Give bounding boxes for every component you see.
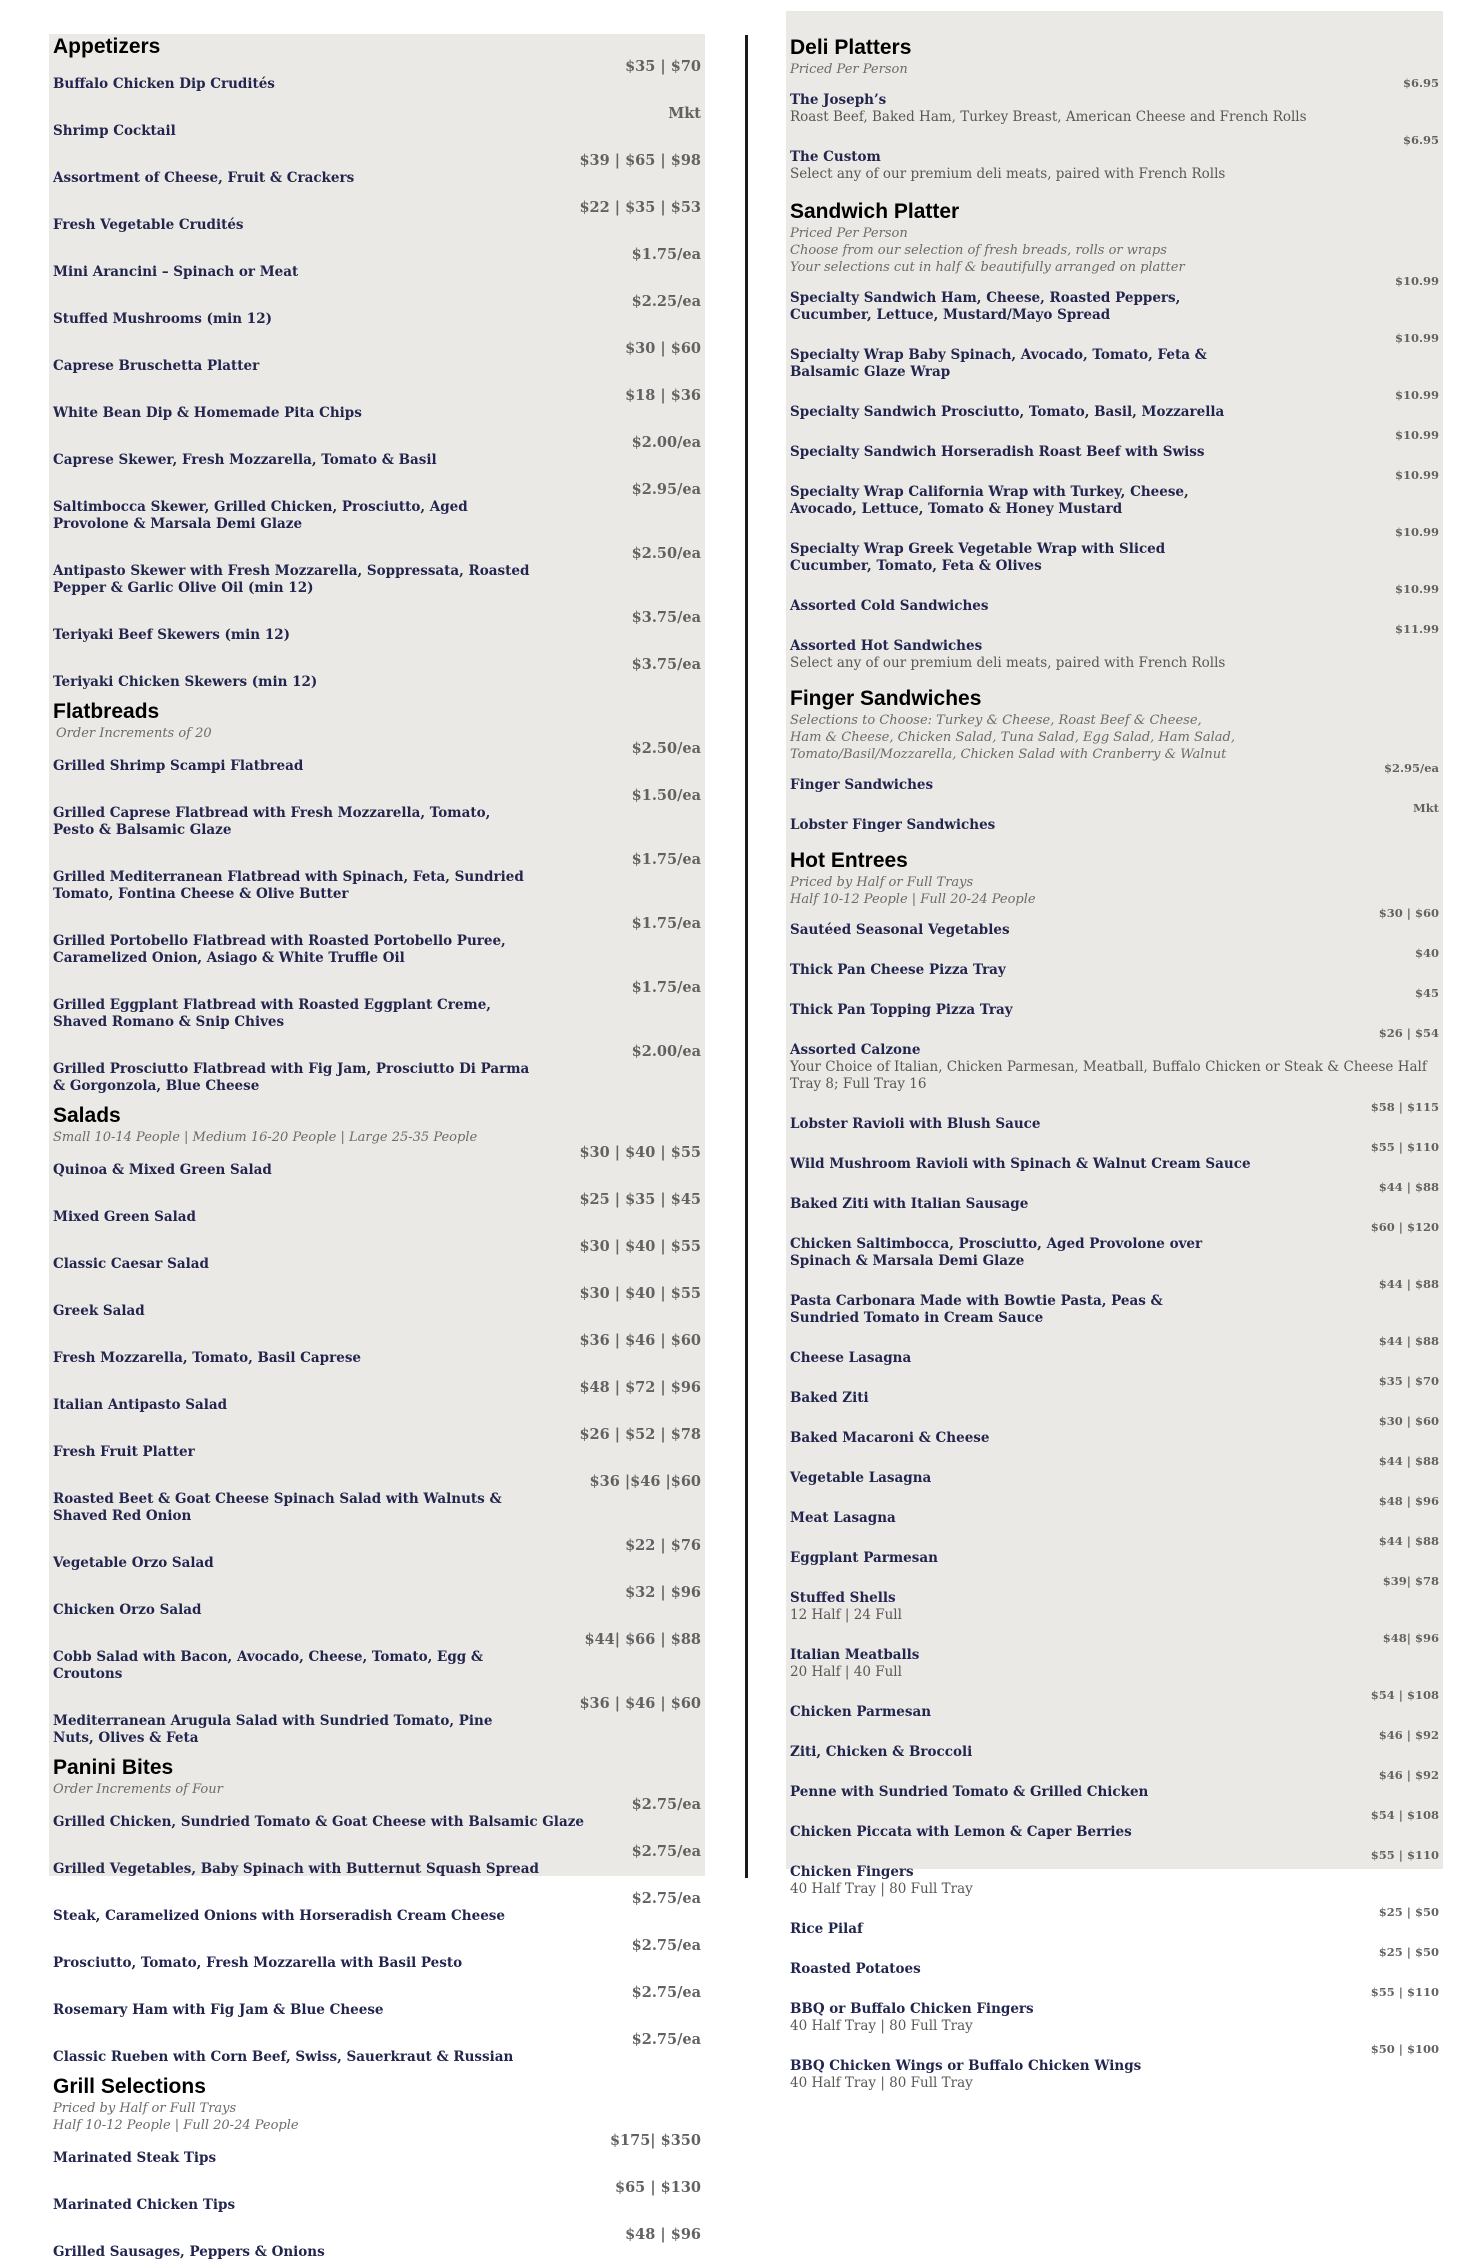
item-name: Rosemary Ham with Fig Jam & Blue Cheese [53,2002,384,2018]
item-price: $1.75/ea [631,979,701,996]
item-price: $10.99 [1394,428,1439,442]
menu-item [790,1494,1440,1527]
menu-section-flatbreads [53,699,702,1095]
item-name: Roasted Beet & Goat Cheese Spinach Salad with Walnuts & Shaved Red Onion [53,1491,502,1524]
item-description: Your Choice of Italian, Chicken Parmesan, Meatball, Buffalo Chicken or Steak & Cheese Half Tray 8; Full Tray 16 [790,1059,1427,1092]
menu-item [53,1843,702,1878]
menu-item [790,1220,1440,1270]
item-name: Grilled Eggplant Flatbread with Roasted Eggplant Creme, Shaved Romano & Snip Chives [53,997,492,1030]
section-subtitle: Ham & Cheese, Chicken Salad, Tuna Salad, Egg Salad, Ham Salad, [790,730,1236,745]
item-price: $6.95 [1402,76,1439,90]
menu-section-hot [790,848,1440,2092]
menu-item [790,761,1440,794]
item-name: Caprese Bruschetta Platter [53,358,260,374]
item-name: Finger Sandwiches [790,777,934,793]
menu-item [790,1574,1440,1624]
item-price: $2.95/ea [631,481,701,498]
item-name: Specialty Wrap Baby Spinach, Avocado, Tomato, Feta & Balsamic Glaze Wrap [790,347,1207,380]
item-description: Roast Beef, Baked Ham, Turkey Breast, American Cheese and French Rolls [790,109,1307,125]
menu-item [53,152,702,187]
section-subtitle: Choose from our selection of fresh breads, rolls or wraps [790,243,1167,258]
item-name: Vegetable Lasagna [790,1470,932,1486]
item-price: $36 | $46 | $60 [579,1332,701,1349]
item-name: Meat Lasagna [790,1510,896,1526]
item-price: $30 | $40 | $55 [579,1144,701,1161]
item-price: $36 | $46 | $60 [579,1695,701,1712]
menu-item [790,946,1440,979]
item-price: $2.75/ea [631,1890,701,1907]
menu-item [790,428,1440,461]
menu-item [53,1631,702,1683]
item-price: $58 | $115 [1370,1100,1439,1114]
item-name: Stuffed Shells [790,1590,896,1606]
menu-section-panini [53,1755,702,2066]
menu-item [53,787,702,839]
item-price: $36 |$46 |$60 [589,1473,701,1490]
item-name: Assortment of Cheese, Fruit & Crackers [53,170,355,186]
section-title: Finger Sandwiches [790,687,982,710]
menu-item [790,1277,1440,1327]
item-name: Grilled Caprese Flatbread with Fresh Mozzarella, Tomato, Pesto & Balsamic Glaze [53,805,491,838]
item-price: $39 | $65 | $98 [579,152,701,169]
item-price: $10.99 [1394,388,1439,402]
item-name: Mini Arancini – Spinach or Meat [53,264,299,280]
menu-item [53,58,702,93]
item-name: Pasta Carbonara Made with Bowtie Pasta, Peas & Sundried Tomato in Cream Sauce [790,1293,1163,1326]
menu-item [790,274,1440,324]
item-price: $48 | $72 | $96 [579,1379,701,1396]
menu-item [790,525,1440,575]
item-description: 20 Half | 40 Full [790,1664,902,1680]
item-price: $175| $350 [609,2132,701,2149]
item-price: $2.25/ea [631,293,701,310]
menu-item [53,199,702,234]
item-name: Caprese Skewer, Fresh Mozzarella, Tomato & Basil [53,452,437,468]
item-name: Steak, Caramelized Onions with Horseradish Cream Cheese [53,1908,505,1924]
item-price: $10.99 [1394,274,1439,288]
item-name: Eggplant Parmesan [790,1550,938,1566]
menu-item [790,1026,1440,1093]
item-price: $3.75/ea [631,609,701,626]
menu-item [790,1945,1440,1978]
right-menu-column [786,11,1443,2091]
item-price: $1.75/ea [631,915,701,932]
item-name: Chicken Orzo Salad [53,1602,202,1618]
menu-item [53,2179,702,2214]
item-price: $2.95/ea [1384,761,1439,775]
item-name: Cobb Salad with Bacon, Avocado, Cheese, Tomato, Egg & Croutons [53,1649,484,1682]
menu-item [53,2132,702,2167]
menu-item [53,246,702,281]
menu-item [790,1100,1440,1133]
item-price: Mkt [1412,801,1439,815]
item-price: $44| $66 | $88 [584,1631,701,1648]
item-price: $35 | $70 [625,58,701,75]
menu-item [53,340,702,375]
menu-item [53,1584,702,1619]
item-price: $1.50/ea [631,787,701,804]
item-name: Roasted Potatoes [790,1961,921,1977]
item-name: Vegetable Orzo Salad [53,1555,214,1571]
menu-item [53,1379,702,1414]
item-name: Specialty Wrap California Wrap with Turkey, Cheese, Avocado, Lettuce, Tomato & Honey Mustard [790,484,1189,517]
menu-item [790,388,1440,421]
section-title: Salads [53,1104,121,1127]
item-price: $25 | $50 [1378,1905,1439,1919]
item-name: Lobster Ravioli with Blush Sauce [790,1116,1041,1132]
item-name: Antipasto Skewer with Fresh Mozzarella, Soppressata, Roasted Pepper & Garlic Olive Oil (min 12) [53,563,530,596]
item-description: Select any of our premium deli meats, paired with French Rolls [790,655,1226,671]
section-subtitle: Order Increments of Four [53,1782,223,1797]
menu-item [790,1985,1440,2035]
item-name: BBQ Chicken Wings or Buffalo Chicken Wings [790,2058,1142,2074]
item-price: $45 [1414,986,1439,1000]
item-name: Mediterranean Arugula Salad with Sundried Tomato, Pine Nuts, Olives & Feta [53,1713,493,1746]
item-price: $22 | $35 | $53 [579,199,701,216]
menu-item [53,656,702,691]
menu-item [53,1332,702,1367]
item-name: Stuffed Mushrooms (min 12) [53,311,272,327]
menu-section-sandwich [790,199,1440,672]
menu-item [53,1695,702,1747]
item-name: Thick Pan Cheese Pizza Tray [790,962,1006,978]
menu-item [790,1728,1440,1761]
menu-item [790,1454,1440,1487]
item-price: $10.99 [1394,331,1439,345]
item-price: $11.99 [1394,622,1439,636]
section-title: Hot Entrees [790,849,908,872]
item-name: Grilled Shrimp Scampi Flatbread [53,758,304,774]
item-price: $1.75/ea [631,246,701,263]
item-name: BBQ or Buffalo Chicken Fingers [790,2001,1034,2017]
item-name: Grilled Prosciutto Flatbread with Fig Jam, Prosciutto Di Parma & Gorgonzola, Blue Cheese [53,1061,530,1094]
item-price: $25 | $50 [1378,1945,1439,1959]
section-title: Appetizers [53,35,161,58]
item-price: $54 | $108 [1370,1688,1439,1702]
item-price: $2.75/ea [631,1796,701,1813]
item-price: $48| $96 [1382,1631,1439,1645]
item-name: Classic Rueben with Corn Beef, Swiss, Sauerkraut & Russian [53,2049,514,2065]
item-name: Chicken Parmesan [790,1704,932,1720]
menu-item [53,2226,702,2261]
item-name: Grilled Portobello Flatbread with Roasted Portobello Puree, Caramelized Onion, Asiago & White Truffle Oil [53,933,506,966]
item-name: Specialty Sandwich Ham, Cheese, Roasted Peppers, Cucumber, Lettuce, Mustard/Mayo Spread [790,290,1181,323]
menu-item [53,1937,702,1972]
menu-item [53,2031,702,2066]
item-name: Marinated Steak Tips [53,2150,217,2166]
item-price: $50 | $100 [1370,2042,1439,2056]
item-price: $2.75/ea [631,1984,701,2001]
item-price: $39| $78 [1382,1574,1439,1588]
item-name: Quinoa & Mixed Green Salad [53,1162,272,1178]
item-description: 40 Half Tray | 80 Full Tray [790,1881,973,1897]
menu-item [53,387,702,422]
menu-item [53,1426,702,1461]
item-name: Fresh Vegetable Crudités [53,217,244,233]
menu-item [53,1473,702,1525]
section-title: Flatbreads [53,700,160,723]
menu-item [53,1537,702,1572]
item-name: Baked Macaroni & Cheese [790,1430,990,1446]
item-price: $44 | $88 [1378,1534,1439,1548]
menu-item [53,740,702,775]
menu-section-appetizers [53,34,702,691]
item-name: The Joseph’s [790,92,887,108]
item-name: Fresh Fruit Platter [53,1444,195,1460]
item-description: Select any of our premium deli meats, paired with French Rolls [790,166,1226,182]
item-price: $26 | $54 [1378,1026,1439,1040]
item-name: Rice Pilaf [790,1921,863,1937]
item-name: Italian Antipasto Salad [53,1397,228,1413]
item-name: Grilled Mediterranean Flatbread with Spinach, Feta, Sundried Tomato, Fontina Cheese & Olive Butter [53,869,524,902]
menu-item [790,1768,1440,1801]
column-divider [745,35,748,1878]
section-subtitle: Priced by Half or Full Trays [53,2101,237,2116]
menu-section-grill [53,2074,702,2261]
item-price: $2.75/ea [631,1937,701,1954]
item-price: $10.99 [1394,468,1439,482]
item-name: Teriyaki Beef Skewers (min 12) [53,627,291,643]
section-title: Sandwich Platter [790,200,960,223]
item-name: Thick Pan Topping Pizza Tray [790,1002,1013,1018]
item-name: Italian Meatballs [790,1647,920,1663]
menu-item [790,2042,1440,2092]
menu-item [53,1285,702,1320]
menu-item [790,331,1440,381]
section-subtitle: Small 10-14 People | Medium 16-20 People | Large 25-35 People [53,1130,478,1145]
item-name: Assorted Hot Sandwiches [790,638,983,654]
menu-item [53,915,702,967]
menu-item [53,105,702,140]
item-name: Specialty Sandwich Prosciutto, Tomato, Basil, Mozzarella [790,404,1225,420]
item-price: Mkt [668,105,701,122]
menu-item [53,1043,702,1095]
item-price: $44 | $88 [1378,1277,1439,1291]
item-name: Chicken Fingers [790,1864,914,1880]
menu-item [790,1180,1440,1213]
menu-item [790,1688,1440,1721]
section-subtitle: Your selections cut in half & beautifully arranged on platter [790,260,1185,275]
item-price: $54 | $108 [1370,1808,1439,1822]
menu-section-deli [790,35,1440,183]
item-name: White Bean Dip & Homemade Pita Chips [53,405,362,421]
item-price: $55 | $110 [1370,1848,1439,1862]
item-name: Grilled Chicken, Sundried Tomato & Goat Cheese with Balsamic Glaze [53,1814,584,1830]
item-price: $65 | $130 [615,2179,701,2196]
section-subtitle: Tomato/Basil/Mozzarella, Chicken Salad with Cranberry & Walnut [790,747,1227,762]
menu-item [53,979,702,1031]
section-subtitle: Priced Per Person [790,226,908,241]
item-name: Greek Salad [53,1303,145,1319]
item-price: $46 | $92 [1378,1728,1439,1742]
menu-item [790,1534,1440,1567]
item-name: Grilled Vegetables, Baby Spinach with Butternut Squash Spread [53,1861,539,1877]
item-price: $30 | $60 [1378,906,1439,920]
item-price: $1.75/ea [631,851,701,868]
item-price: $35 | $70 [1378,1374,1439,1388]
menu-item [790,622,1440,672]
menu-item [790,1334,1440,1367]
item-price: $32 | $96 [625,1584,701,1601]
menu-item [53,1238,702,1273]
item-price: $55 | $110 [1370,1985,1439,1999]
item-price: $55 | $110 [1370,1140,1439,1154]
item-price: $2.50/ea [631,545,701,562]
section-subtitle: Half 10-12 People | Full 20-24 People [53,2118,299,2133]
item-name: The Custom [790,149,881,165]
menu-item [53,851,702,903]
section-title: Panini Bites [53,1756,174,1779]
item-name: Sautéed Seasonal Vegetables [790,922,1010,938]
menu-item [53,1191,702,1226]
item-name: Teriyaki Chicken Skewers (min 12) [53,674,318,690]
item-price: $44 | $88 [1378,1334,1439,1348]
item-name: Assorted Cold Sandwiches [790,598,989,614]
item-description: 12 Half | 24 Full [790,1607,902,1623]
item-price: $2.75/ea [631,2031,701,2048]
menu-item [53,609,702,644]
menu-item [790,133,1440,183]
menu-item [790,1140,1440,1173]
item-name: Baked Ziti with Italian Sausage [790,1196,1029,1212]
item-price: $26 | $52 | $78 [579,1426,701,1443]
item-price: $2.00/ea [631,1043,701,1060]
menu-item [790,906,1440,939]
section-title: Grill Selections [53,2075,206,2098]
item-name: Cheese Lasagna [790,1350,912,1366]
item-name: Assorted Calzone [790,1042,921,1058]
item-price: $60 | $120 [1370,1220,1439,1234]
item-price: $10.99 [1394,525,1439,539]
item-name: Marinated Chicken Tips [53,2197,236,2213]
menu-item [790,582,1440,615]
section-subtitle: Order Increments of 20 [56,726,212,741]
menu-item [53,545,702,597]
item-name: Wild Mushroom Ravioli with Spinach & Walnut Cream Sauce [790,1156,1251,1172]
item-name: Mixed Green Salad [53,1209,196,1225]
item-name: Classic Caesar Salad [53,1256,209,1272]
item-name: Prosciutto, Tomato, Fresh Mozzarella with Basil Pesto [53,1955,463,1971]
menu-item [53,1984,702,2019]
left-menu-column [49,34,705,2260]
item-name: Baked Ziti [790,1390,869,1406]
menu-item [790,1631,1440,1681]
menu-item [53,293,702,328]
menu-item [790,468,1440,518]
menu-item [53,1796,702,1831]
item-price: $6.95 [1402,133,1439,147]
item-price: $30 | $40 | $55 [579,1238,701,1255]
menu-item [790,986,1440,1019]
menu-item [790,1905,1440,1938]
item-price: $2.00/ea [631,434,701,451]
item-price: $30 | $60 [625,340,701,357]
menu-item [790,1808,1440,1841]
item-name: Buffalo Chicken Dip Crudités [53,76,275,92]
item-price: $18 | $36 [625,387,701,404]
item-price: $48 | $96 [1378,1494,1439,1508]
menu-item [53,481,702,533]
menu-item [53,1144,702,1179]
item-price: $46 | $92 [1378,1768,1439,1782]
menu-item [53,434,702,469]
item-name: Chicken Piccata with Lemon & Caper Berries [790,1824,1132,1840]
item-name: Penne with Sundried Tomato & Grilled Chicken [790,1784,1149,1800]
item-description: 40 Half Tray | 80 Full Tray [790,2018,973,2034]
item-price: $2.50/ea [631,740,701,757]
menu-item [790,801,1440,834]
item-price: $30 | $60 [1378,1414,1439,1428]
item-description: 40 Half Tray | 80 Full Tray [790,2075,973,2091]
section-subtitle: Priced Per Person [790,62,908,77]
item-name: Specialty Wrap Greek Vegetable Wrap with Sliced Cucumber, Tomato, Feta & Olives [790,541,1166,574]
item-price: $40 [1414,946,1439,960]
item-name: Chicken Saltimbocca, Prosciutto, Aged Provolone over Spinach & Marsala Demi Glaze [790,1236,1203,1269]
item-price: $2.75/ea [631,1843,701,1860]
item-price: $10.99 [1394,582,1439,596]
section-subtitle: Priced by Half or Full Trays [790,875,974,890]
menu-section-salads [53,1103,702,1747]
menu-section-finger [790,686,1440,834]
item-name: Fresh Mozzarella, Tomato, Basil Caprese [53,1350,362,1366]
section-subtitle: Selections to Choose: Turkey & Cheese, Roast Beef & Cheese, [790,713,1202,728]
item-name: Shrimp Cocktail [53,123,176,139]
item-price: $22 | $76 [625,1537,701,1554]
section-subtitle: Half 10-12 People | Full 20-24 People [790,892,1036,907]
menu-item [790,1848,1440,1898]
item-price: $44 | $88 [1378,1180,1439,1194]
menu-item [790,1374,1440,1407]
menu-item [790,76,1440,126]
item-price: $48 | $96 [625,2226,701,2243]
item-price: $30 | $40 | $55 [579,1285,701,1302]
item-price: $3.75/ea [631,656,701,673]
item-name: Saltimbocca Skewer, Grilled Chicken, Prosciutto, Aged Provolone & Marsala Demi Glaze [53,499,468,532]
item-name: Grilled Sausages, Peppers & Onions [53,2244,325,2260]
section-title: Deli Platters [790,36,912,59]
item-price: $25 | $35 | $45 [579,1191,701,1208]
menu-item [790,1414,1440,1447]
item-name: Lobster Finger Sandwiches [790,817,996,833]
item-name: Ziti, Chicken & Broccoli [790,1744,973,1760]
item-price: $44 | $88 [1378,1454,1439,1468]
item-name: Specialty Sandwich Horseradish Roast Beef with Swiss [790,444,1205,460]
